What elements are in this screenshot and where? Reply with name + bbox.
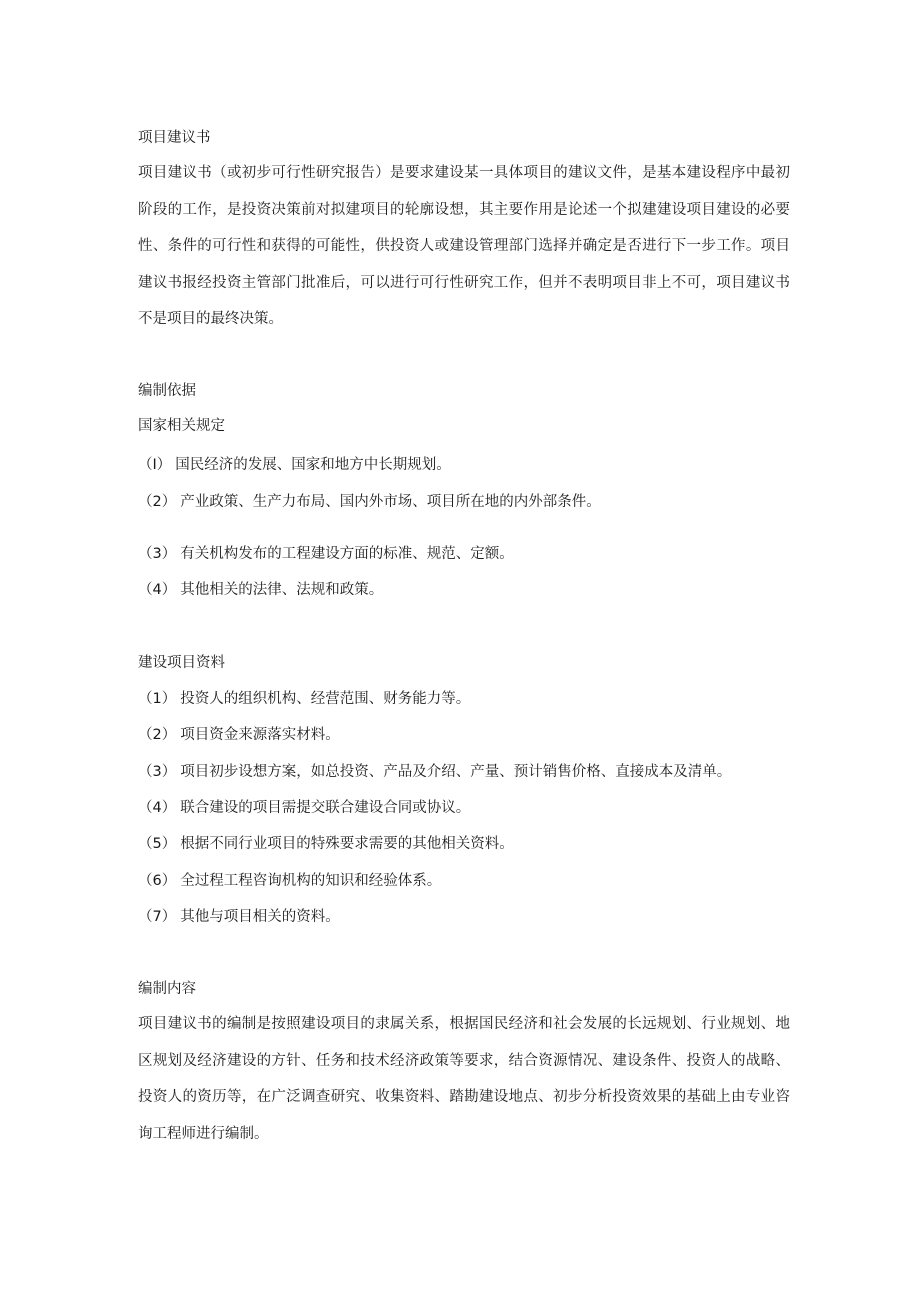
list-item-number: （I） — [138, 457, 172, 473]
list-item-text: 投资人的组织机构、经营范围、财务能力等。 — [180, 691, 471, 707]
section-title-content: 编制内容 — [138, 981, 196, 997]
list-item-text: 其他与项目相关的资料。 — [180, 909, 340, 925]
subsection-title-national-rules: 国家相关规定 — [138, 418, 225, 434]
list-item-number: （6） — [138, 873, 177, 889]
list-item — [138, 580, 383, 600]
list-item — [138, 689, 470, 709]
section-title-basis: 编制依据 — [138, 383, 196, 399]
list-item-number: （4） — [138, 800, 177, 816]
paragraph-proposal-definition: 项目建议书（或初步可行性研究报告）是要求建设某一具体项目的建议文件，是基本建设程序中最初阶段的工作，是投资决策前对拟建项目的轮廓设想，其主要作用是论述一个拟建建设项目建设的必要性、条件的可行性和获得的可能性，供投资人或建设管理部门选择并确定是否进行下一步工作。项目建议书报经投资主管部门批准后，可以进行可行性研究工作，但并不表明项目非上不可，项目建议书不是项目的最终决策。 — [138, 165, 790, 327]
list-item — [138, 798, 470, 818]
list-item-text: 联合建设的项目需提交联合建设合同或协议。 — [180, 800, 471, 816]
list-item-number: （3） — [138, 546, 177, 562]
list-item-text: 项目资金来源落实材料。 — [180, 727, 340, 743]
list-item-text: 其他相关的法律、法规和政策。 — [180, 582, 384, 598]
list-item-text: 项目初步设想方案，如总投资、产品及介绍、产量、预计销售价格、直接成本及清单。 — [180, 764, 732, 780]
list-item-number: （1） — [138, 691, 177, 707]
list-item — [138, 762, 731, 782]
list-item-number: （2） — [138, 494, 177, 510]
list-item-text: 产业政策、生产力布局、国内外市场、项目所在地的内外部条件。 — [180, 494, 601, 510]
list-item-text: 全过程工程咨询机构的知识和经验体系。 — [180, 873, 442, 889]
list-item — [138, 455, 451, 475]
list-item — [138, 725, 340, 745]
list-item-number: （3） — [138, 764, 177, 780]
list-item-text: 国民经济的发展、国家和地方中长期规划。 — [175, 457, 451, 473]
list-item-text: 有关机构发布的工程建设方面的标准、规范、定额。 — [180, 546, 514, 562]
subsection-title-project-materials: 建设项目资料 — [138, 655, 225, 671]
list-item — [138, 907, 340, 927]
list-item-number: （2） — [138, 727, 177, 743]
section-title-proposal: 项目建议书 — [138, 130, 211, 146]
list-item-text: 根据不同行业项目的特殊要求需要的其他相关资料。 — [180, 836, 514, 852]
list-item — [138, 871, 441, 891]
list-item-number: （4） — [138, 582, 177, 598]
list-item-number: （7） — [138, 909, 177, 925]
list-item — [138, 492, 601, 512]
paragraph-content-description: 项目建议书的编制是按照建设项目的隶属关系，根据国民经济和社会发展的长远规划、行业规划、地区规划及经济建设的方针、任务和技术经济政策等要求，结合资源情况、建设条件、投资人的战略、投资人的资历等，在广泛调查研究、收集资料、踏勘建设地点、初步分析投资效果的基础上由专业咨询工程师进行编制。 — [138, 1016, 790, 1142]
list-item — [138, 544, 514, 564]
list-item — [138, 834, 514, 854]
list-item-number: （5） — [138, 836, 177, 852]
